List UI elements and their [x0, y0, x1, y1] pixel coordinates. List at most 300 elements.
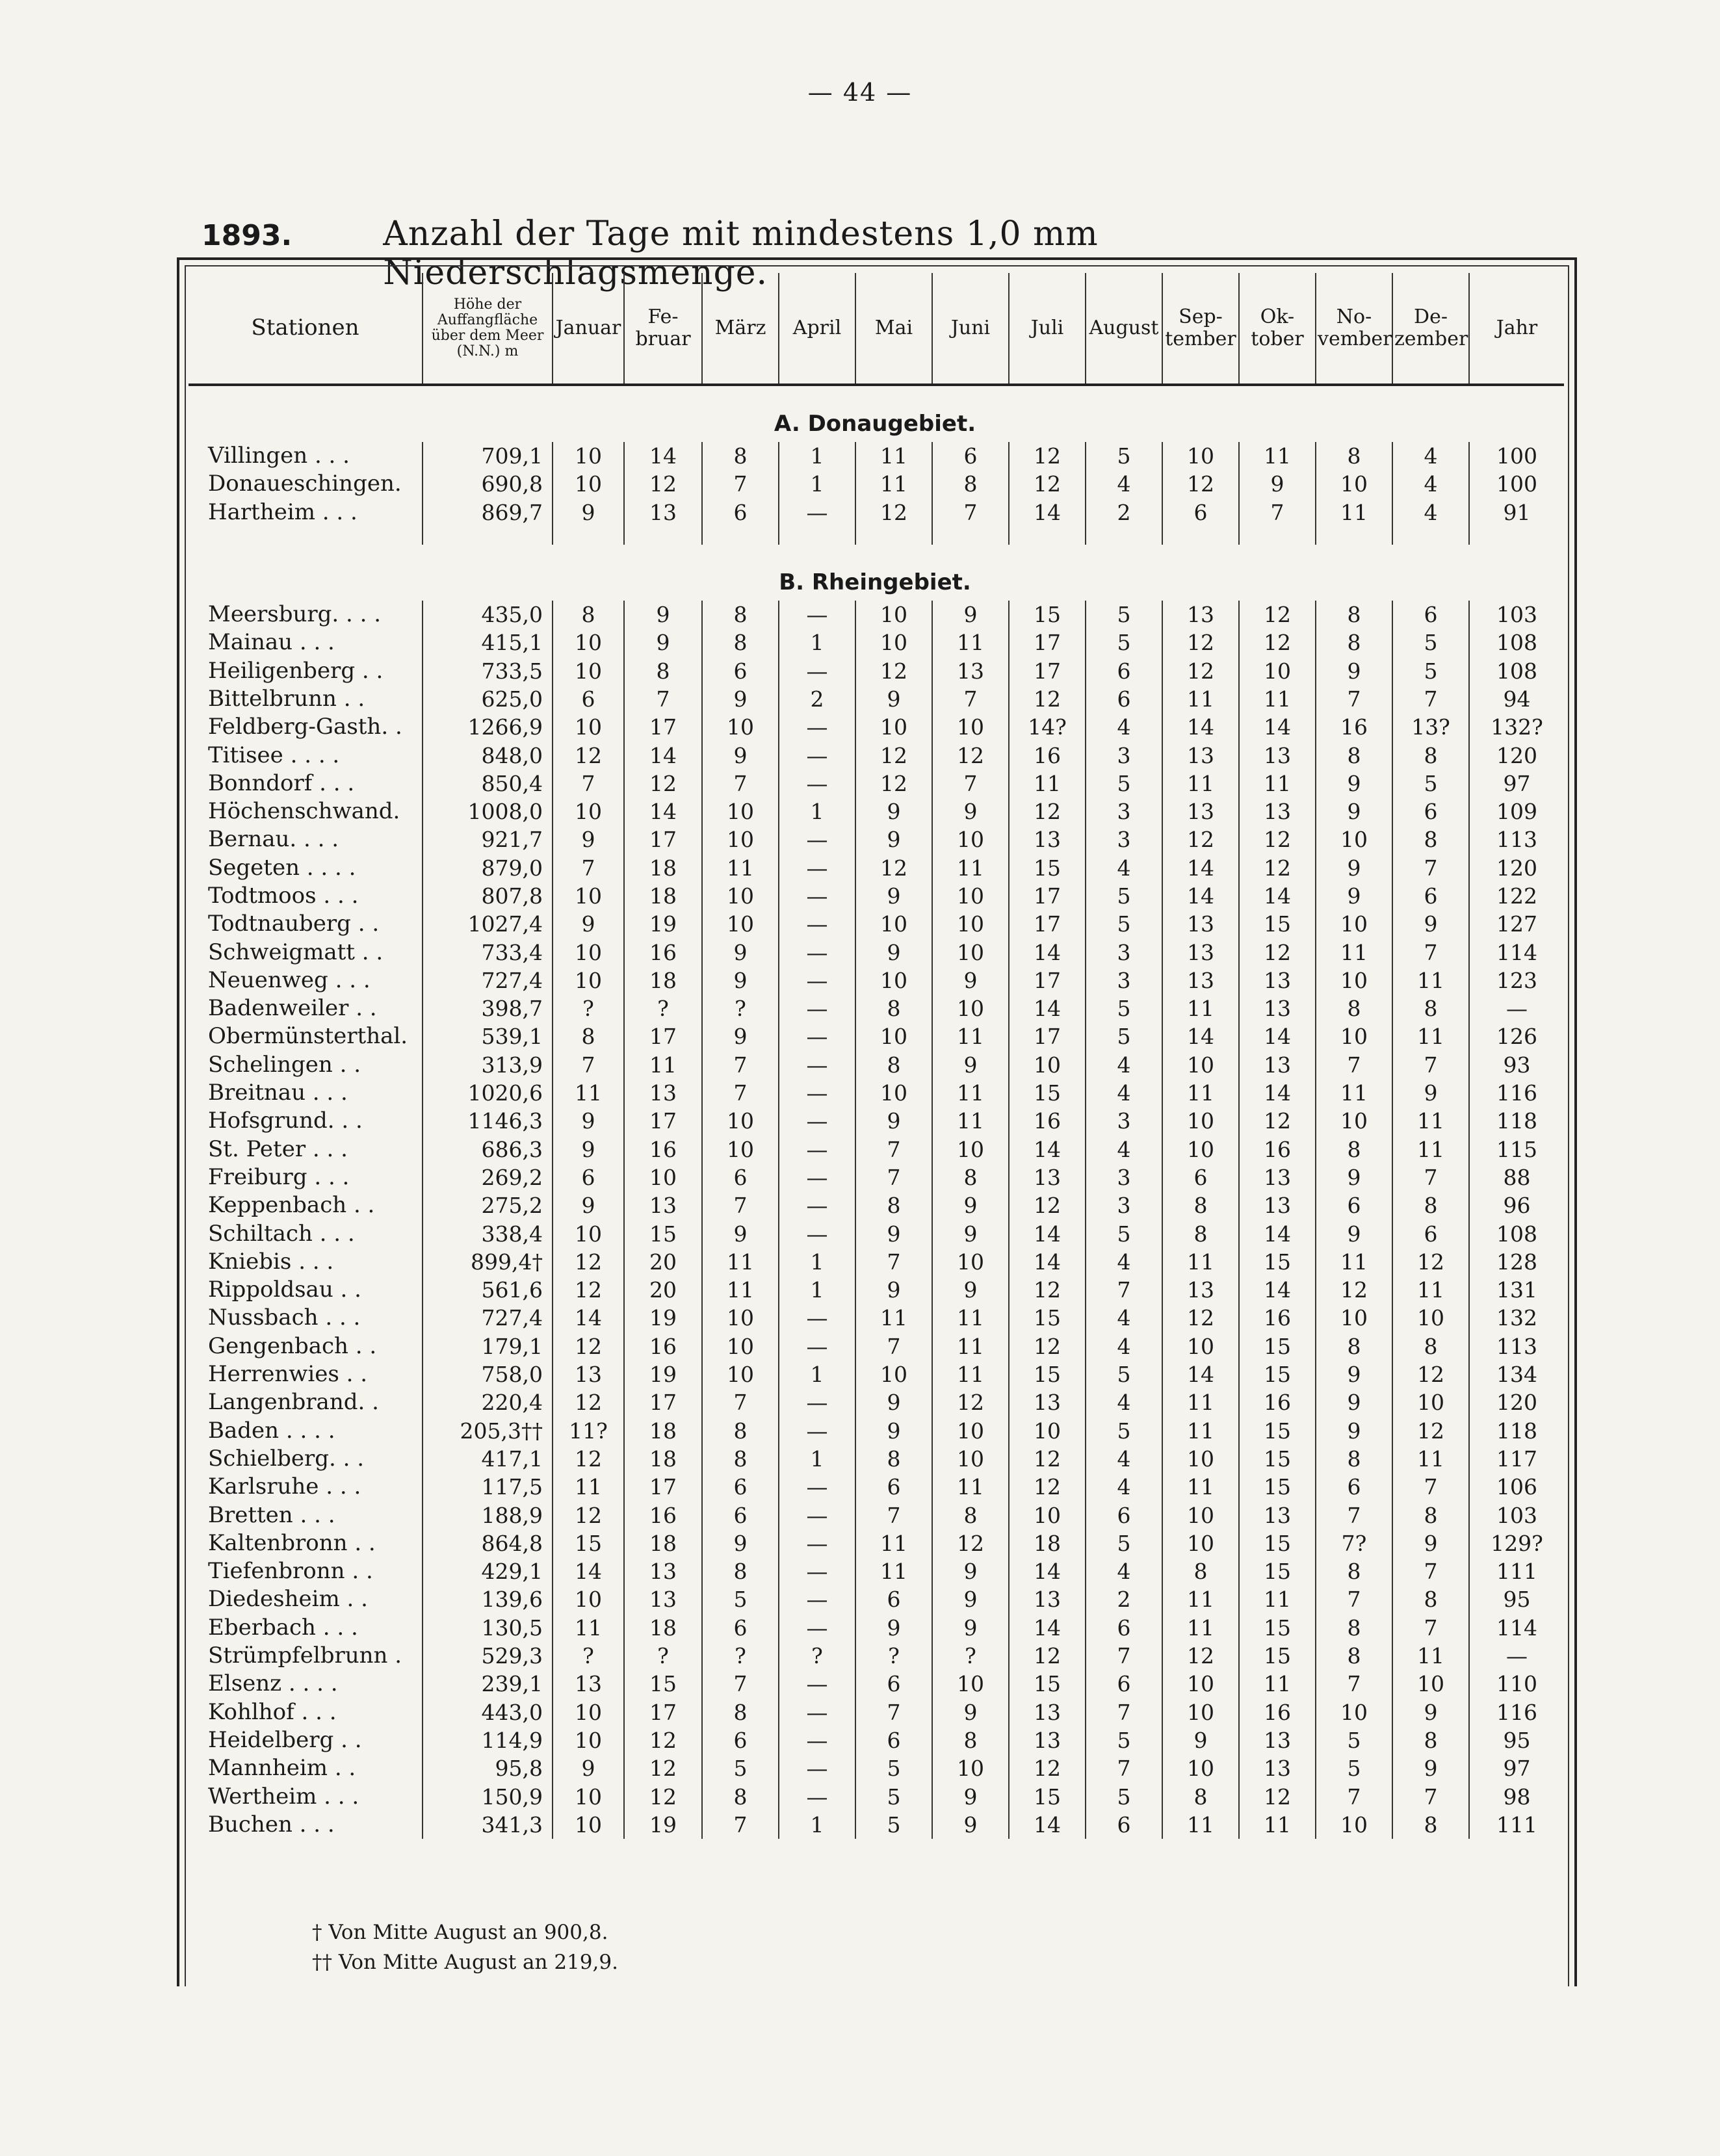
- month-value: 11: [702, 1276, 779, 1304]
- station-hoehe: 709,1: [423, 442, 553, 470]
- station-name: Segeten . . . .: [208, 854, 356, 881]
- month-value: 11: [1239, 1670, 1316, 1698]
- month-value: 12: [1009, 1276, 1086, 1304]
- month-value: 8: [855, 1051, 932, 1079]
- month-value: 6: [855, 1670, 932, 1698]
- table-title: Anzahl der Tage mit mindestens 1,0 mm Niederschlagsmenge.: [383, 214, 1099, 292]
- month-value: 11: [624, 1051, 702, 1079]
- month-value: —: [779, 741, 855, 769]
- table-row: [189, 499, 1564, 526]
- station-hoehe: 686,3: [423, 1136, 553, 1163]
- month-value: 10: [1316, 1022, 1392, 1050]
- month-value: 9: [553, 825, 624, 853]
- table-row: [189, 798, 1564, 825]
- month-value: 8: [1162, 1557, 1239, 1585]
- month-value: 7: [702, 1051, 779, 1079]
- year-total: 126: [1469, 1022, 1564, 1050]
- month-value: —: [779, 1529, 855, 1557]
- month-value: 16: [1009, 1107, 1086, 1135]
- month-value: 6: [702, 1614, 779, 1642]
- table-row: [189, 1642, 1564, 1670]
- month-value: ?: [702, 1642, 779, 1670]
- month-value: 7: [932, 770, 1009, 798]
- station-hoehe: 398,7: [423, 994, 553, 1022]
- year-total: 116: [1469, 1698, 1564, 1726]
- table-row: [189, 1811, 1564, 1839]
- month-value: 5: [1086, 1360, 1162, 1388]
- month-value: 11: [1239, 770, 1316, 798]
- station-name: Langenbrand. .: [208, 1389, 379, 1416]
- station-name: Herrenwies . .: [208, 1361, 368, 1388]
- table-row: [189, 1107, 1564, 1135]
- station-name: Bretten . . .: [208, 1501, 335, 1528]
- table-row: [189, 685, 1564, 713]
- month-value: 11: [1162, 685, 1239, 713]
- year-total: 123: [1469, 967, 1564, 994]
- month-value: 12: [624, 1754, 702, 1782]
- header-month: August: [1086, 273, 1162, 385]
- month-value: 15: [1239, 910, 1316, 938]
- month-value: 11: [1239, 685, 1316, 713]
- header-hoehe: Höhe der Auffangfläche über dem Meer (N.N.) m: [423, 273, 553, 385]
- month-value: 14?: [1009, 713, 1086, 741]
- month-value: 13: [1162, 967, 1239, 994]
- month-value: 4: [1086, 713, 1162, 741]
- month-value: 6: [702, 1473, 779, 1501]
- month-value: 8: [855, 1191, 932, 1219]
- month-value: 14: [1239, 1022, 1316, 1050]
- gap-cell: [1316, 526, 1392, 545]
- station-hoehe: 415,1: [423, 629, 553, 656]
- month-value: 9: [553, 499, 624, 526]
- month-value: 10: [932, 1248, 1009, 1276]
- month-value: 11: [1162, 994, 1239, 1022]
- station-name: Villingen . . .: [208, 443, 350, 469]
- month-value: —: [779, 1191, 855, 1219]
- month-value: 18: [624, 1417, 702, 1445]
- month-value: —: [779, 854, 855, 882]
- month-value: 10: [1162, 1501, 1239, 1529]
- station-hoehe: 205,3††: [423, 1417, 553, 1445]
- header-month: Januar: [553, 273, 624, 385]
- month-value: 10: [932, 1136, 1009, 1163]
- station-name: Nussbach . . .: [208, 1305, 361, 1331]
- year-total: 96: [1469, 1191, 1564, 1219]
- month-value: 9: [553, 1136, 624, 1163]
- month-value: 10: [1162, 1332, 1239, 1360]
- table-row: [189, 1360, 1564, 1388]
- table-year: 1893.: [202, 219, 293, 252]
- year-total: 108: [1469, 1219, 1564, 1247]
- month-value: 8: [1392, 825, 1469, 853]
- month-value: 10: [855, 967, 932, 994]
- month-value: 10: [702, 910, 779, 938]
- station-name: Breitnau . . .: [208, 1080, 348, 1106]
- month-value: 12: [624, 1726, 702, 1754]
- month-value: 5: [1086, 629, 1162, 656]
- month-value: 3: [1086, 798, 1162, 825]
- station-name: Neuenweg . . .: [208, 967, 371, 993]
- month-value: 15: [1239, 1614, 1316, 1642]
- month-value: 8: [1316, 1332, 1392, 1360]
- month-value: 9: [1392, 1698, 1469, 1726]
- month-value: 6: [702, 1726, 779, 1754]
- station-name: Kniebis . . .: [208, 1248, 334, 1275]
- month-value: —: [779, 1079, 855, 1107]
- month-value: 19: [624, 910, 702, 938]
- month-value: 1: [779, 1360, 855, 1388]
- month-value: 10: [1162, 1529, 1239, 1557]
- month-value: 10: [1316, 967, 1392, 994]
- month-value: —: [779, 910, 855, 938]
- gap-cell: [189, 526, 423, 545]
- month-value: —: [779, 1388, 855, 1416]
- month-value: —: [779, 1107, 855, 1135]
- month-value: 7: [1392, 854, 1469, 882]
- month-value: 8: [932, 470, 1009, 498]
- year-total: 100: [1469, 470, 1564, 498]
- month-value: 7: [1086, 1642, 1162, 1670]
- month-value: ?: [624, 1642, 702, 1670]
- month-value: 11: [855, 470, 932, 498]
- month-value: 5: [702, 1585, 779, 1613]
- month-value: 5: [1086, 1417, 1162, 1445]
- station-name: Bonndorf . . .: [208, 770, 355, 796]
- month-value: 11: [1392, 1022, 1469, 1050]
- month-value: —: [779, 1698, 855, 1726]
- month-value: 3: [1086, 1107, 1162, 1135]
- month-value: 8: [1392, 994, 1469, 1022]
- month-value: 9: [932, 1051, 1009, 1079]
- station-hoehe: 758,0: [423, 1360, 553, 1388]
- month-value: 11: [932, 1473, 1009, 1501]
- gap-cell: [1392, 526, 1469, 545]
- month-value: 9: [932, 798, 1009, 825]
- month-value: 9: [624, 629, 702, 656]
- month-value: 1: [779, 629, 855, 656]
- month-value: 10: [1316, 1811, 1392, 1839]
- station-name: Strümpfelbrunn .: [208, 1643, 402, 1669]
- section-title: B. Rheingebiet.: [779, 569, 971, 595]
- month-value: 9: [855, 1417, 932, 1445]
- month-value: 12: [1392, 1417, 1469, 1445]
- month-value: 7: [702, 470, 779, 498]
- month-value: 17: [1009, 1022, 1086, 1050]
- year-total: 93: [1469, 1051, 1564, 1079]
- month-value: 4: [1086, 1445, 1162, 1473]
- header-month: Juli: [1009, 273, 1086, 385]
- station-hoehe: 529,3: [423, 1642, 553, 1670]
- month-value: 7: [702, 1811, 779, 1839]
- month-value: 7: [1316, 1585, 1392, 1613]
- month-value: —: [779, 938, 855, 966]
- month-value: 13: [1239, 1754, 1316, 1782]
- table-row: [189, 1782, 1564, 1810]
- month-value: 12: [1009, 685, 1086, 713]
- station-hoehe: 807,8: [423, 882, 553, 910]
- station-hoehe: 727,4: [423, 1304, 553, 1332]
- month-value: 10: [553, 882, 624, 910]
- month-value: 9: [553, 910, 624, 938]
- station-hoehe: 95,8: [423, 1754, 553, 1782]
- year-total: 113: [1469, 1332, 1564, 1360]
- month-value: 6: [1086, 1811, 1162, 1839]
- month-value: 4: [1086, 854, 1162, 882]
- month-value: 11: [1316, 499, 1392, 526]
- month-value: —: [779, 713, 855, 741]
- header-month: No-vember: [1316, 273, 1392, 385]
- month-value: 5: [1086, 994, 1162, 1022]
- month-value: 5: [1086, 1022, 1162, 1050]
- station-name: Karlsruhe . . .: [208, 1474, 361, 1500]
- month-value: 11: [1162, 1417, 1239, 1445]
- station-name: Mainau . . .: [208, 629, 335, 656]
- month-value: 11: [1392, 1136, 1469, 1163]
- month-value: 10: [1162, 1107, 1239, 1135]
- month-value: 8: [1316, 1557, 1392, 1585]
- month-value: 15: [1009, 1304, 1086, 1332]
- month-value: 13: [1009, 1698, 1086, 1726]
- month-value: 4: [1392, 470, 1469, 498]
- month-value: 14: [1009, 1219, 1086, 1247]
- month-value: 7: [624, 685, 702, 713]
- month-value: 8: [624, 656, 702, 684]
- month-value: 12: [1239, 938, 1316, 966]
- table-row: [189, 882, 1564, 910]
- month-value: 14: [1009, 1811, 1086, 1839]
- month-value: 5: [1086, 1782, 1162, 1810]
- month-value: 6: [1316, 1191, 1392, 1219]
- year-total: 134: [1469, 1360, 1564, 1388]
- month-value: 10: [855, 910, 932, 938]
- year-total: 127: [1469, 910, 1564, 938]
- month-value: 17: [1009, 967, 1086, 994]
- month-value: —: [779, 1417, 855, 1445]
- month-value: —: [779, 1585, 855, 1613]
- month-value: 9: [1392, 1079, 1469, 1107]
- month-value: 9: [1392, 1754, 1469, 1782]
- year-total: 117: [1469, 1445, 1564, 1473]
- month-value: 11: [702, 1248, 779, 1276]
- month-value: 10: [702, 1107, 779, 1135]
- header-month: Juni: [932, 273, 1009, 385]
- station-hoehe: 220,4: [423, 1388, 553, 1416]
- month-value: 3: [1086, 938, 1162, 966]
- month-value: 20: [624, 1248, 702, 1276]
- month-value: ?: [855, 1642, 932, 1670]
- month-value: 10: [702, 825, 779, 853]
- month-value: 11: [553, 1079, 624, 1107]
- month-value: 4: [1086, 1051, 1162, 1079]
- month-value: 8: [855, 994, 932, 1022]
- month-value: —: [779, 1051, 855, 1079]
- month-value: 8: [855, 1445, 932, 1473]
- month-value: 8: [553, 601, 624, 629]
- month-value: 11: [1316, 1079, 1392, 1107]
- month-value: 8: [702, 1782, 779, 1810]
- month-value: 14: [1009, 1557, 1086, 1585]
- month-value: 12: [932, 741, 1009, 769]
- month-value: 4: [1086, 1473, 1162, 1501]
- month-value: 13: [1239, 994, 1316, 1022]
- month-value: 9: [1316, 1163, 1392, 1191]
- month-value: 15: [1239, 1248, 1316, 1276]
- month-value: 14: [624, 798, 702, 825]
- month-value: 12: [553, 1276, 624, 1304]
- month-value: 13: [1239, 1163, 1316, 1191]
- year-total: 103: [1469, 1501, 1564, 1529]
- month-value: 12: [1162, 470, 1239, 498]
- table-row: [189, 1614, 1564, 1642]
- month-value: 17: [1009, 656, 1086, 684]
- month-value: 10: [1162, 1754, 1239, 1782]
- month-value: 13: [1239, 1726, 1316, 1754]
- month-value: 10: [1316, 910, 1392, 938]
- month-value: 17: [1009, 629, 1086, 656]
- month-value: 10: [855, 1360, 932, 1388]
- year-total: 120: [1469, 1388, 1564, 1416]
- month-value: 15: [553, 1529, 624, 1557]
- station-name: Meersburg. . . .: [208, 601, 382, 628]
- month-value: 6: [702, 1163, 779, 1191]
- year-total: 114: [1469, 1614, 1564, 1642]
- section-gap: [189, 526, 1564, 545]
- month-value: 10: [553, 798, 624, 825]
- month-value: 11: [1392, 967, 1469, 994]
- table-row: [189, 1304, 1564, 1332]
- month-value: ?: [553, 994, 624, 1022]
- month-value: 9: [702, 967, 779, 994]
- header-month: Mai: [855, 273, 932, 385]
- month-value: 17: [1009, 882, 1086, 910]
- month-value: 7: [1316, 1782, 1392, 1810]
- month-value: 9: [624, 601, 702, 629]
- month-value: 9: [1392, 1529, 1469, 1557]
- month-value: 16: [1239, 1698, 1316, 1726]
- station-name: Buchen . . .: [208, 1811, 335, 1838]
- month-value: 10: [1009, 1501, 1086, 1529]
- month-value: 14: [1162, 713, 1239, 741]
- year-total: 100: [1469, 442, 1564, 470]
- month-value: 10: [1316, 1698, 1392, 1726]
- month-value: —: [779, 1726, 855, 1754]
- month-value: 17: [624, 1022, 702, 1050]
- month-value: 11: [1162, 1614, 1239, 1642]
- table-row: [189, 770, 1564, 798]
- station-hoehe: 313,9: [423, 1051, 553, 1079]
- month-value: 9: [553, 1107, 624, 1135]
- station-name: Höchenschwand.: [208, 798, 400, 825]
- month-value: 7: [1086, 1754, 1162, 1782]
- month-value: 14: [1009, 1614, 1086, 1642]
- month-value: 11: [932, 629, 1009, 656]
- month-value: 10: [553, 1811, 624, 1839]
- month-value: 5: [1316, 1726, 1392, 1754]
- month-value: 9: [702, 741, 779, 769]
- month-value: 9: [932, 1191, 1009, 1219]
- month-value: 12: [1009, 1332, 1086, 1360]
- month-value: 13: [624, 499, 702, 526]
- month-value: 19: [624, 1811, 702, 1839]
- station-name: Bernau. . . .: [208, 826, 339, 853]
- month-value: 8: [932, 1163, 1009, 1191]
- month-value: 6: [1086, 685, 1162, 713]
- month-value: 3: [1086, 825, 1162, 853]
- year-total: 91: [1469, 499, 1564, 526]
- month-value: ?: [932, 1642, 1009, 1670]
- month-value: —: [779, 1782, 855, 1810]
- month-value: 14: [553, 1557, 624, 1585]
- month-value: 10: [1162, 1136, 1239, 1163]
- station-hoehe: 429,1: [423, 1557, 553, 1585]
- table-row: [189, 629, 1564, 656]
- station-name: St. Peter . . .: [208, 1136, 348, 1162]
- month-value: 14: [1009, 994, 1086, 1022]
- header-row: [189, 273, 1564, 385]
- month-value: —: [779, 1501, 855, 1529]
- month-value: 12: [1009, 470, 1086, 498]
- year-total: 111: [1469, 1557, 1564, 1585]
- month-value: 14: [1239, 1079, 1316, 1107]
- month-value: 9: [932, 1276, 1009, 1304]
- month-value: 16: [1239, 1388, 1316, 1416]
- month-value: 7: [702, 1079, 779, 1107]
- month-value: 13: [1162, 601, 1239, 629]
- month-value: —: [779, 499, 855, 526]
- station-name: Feldberg-Gasth. .: [208, 714, 402, 740]
- month-value: 16: [1316, 713, 1392, 741]
- month-value: 10: [702, 882, 779, 910]
- station-name: Todtnauberg . .: [208, 911, 380, 937]
- month-value: 7: [1392, 1473, 1469, 1501]
- month-value: 11: [553, 1473, 624, 1501]
- month-value: 14: [553, 1304, 624, 1332]
- month-value: 9: [855, 1107, 932, 1135]
- gap-cell: [624, 526, 702, 545]
- month-value: ?: [702, 994, 779, 1022]
- month-value: 7: [932, 685, 1009, 713]
- month-value: 13: [1009, 1388, 1086, 1416]
- table-row: [189, 1051, 1564, 1079]
- month-value: 9: [855, 1388, 932, 1416]
- month-value: 15: [1009, 854, 1086, 882]
- month-value: 3: [1086, 1163, 1162, 1191]
- gap-cell: [779, 526, 855, 545]
- station-name: Baden . . . .: [208, 1417, 335, 1444]
- station-hoehe: 879,0: [423, 854, 553, 882]
- month-value: 8: [1316, 994, 1392, 1022]
- month-value: 5: [1086, 1726, 1162, 1754]
- month-value: 9: [702, 1529, 779, 1557]
- month-value: 12: [624, 770, 702, 798]
- month-value: 10: [624, 1163, 702, 1191]
- month-value: 8: [702, 1445, 779, 1473]
- month-value: 11: [1239, 442, 1316, 470]
- month-value: 12: [1009, 798, 1086, 825]
- month-value: 8: [702, 629, 779, 656]
- month-value: 9: [553, 1191, 624, 1219]
- month-value: 7: [1316, 1501, 1392, 1529]
- month-value: 17: [1009, 910, 1086, 938]
- month-value: 4: [1086, 1557, 1162, 1585]
- month-value: 10: [932, 994, 1009, 1022]
- month-value: —: [779, 1304, 855, 1332]
- month-value: 15: [624, 1670, 702, 1698]
- header-month: Ok-tober: [1239, 273, 1316, 385]
- year-total: 122: [1469, 882, 1564, 910]
- month-value: 8: [1392, 1501, 1469, 1529]
- month-value: 9: [855, 938, 932, 966]
